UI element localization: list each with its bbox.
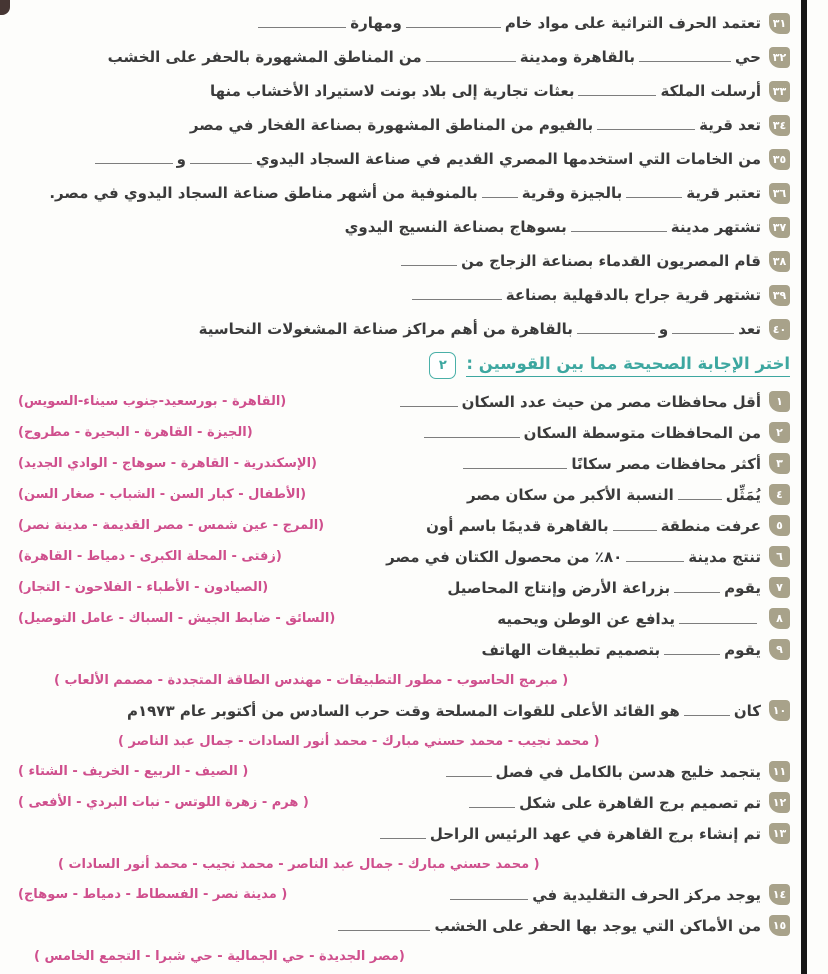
question-number-badge: ٧ (769, 577, 790, 598)
question-number-badge: ٣٤ (769, 115, 790, 136)
question-main (426, 515, 790, 536)
question-text-segment: تعتبر قرية (686, 184, 761, 202)
options-list: ( مبرمج الحاسوب - مطور التطبيقات - مهندس الطاقة المتجددة - مصمم الألعاب ) (54, 672, 569, 688)
question-row (18, 417, 790, 448)
question-row (18, 479, 790, 510)
question-row (18, 176, 790, 210)
options-list: ( محمد حسني مبارك - جمال عبد الناصر - محمد نجيب - محمد أنور السادات ) (58, 856, 540, 872)
question-row (18, 572, 790, 603)
answer-blank (95, 160, 173, 164)
question-row (18, 142, 790, 176)
question-main (459, 453, 790, 474)
question-number-badge: ١١ (769, 761, 790, 782)
question-row (18, 541, 790, 572)
question-number-badge: ١٤ (769, 884, 790, 905)
question-text-segment: يقوم (724, 640, 761, 659)
answer-blank (380, 835, 426, 839)
question-main (465, 792, 790, 813)
question-number-badge: ٦ (769, 546, 790, 567)
question-number-badge: ٣٨ (769, 251, 790, 272)
question-row (18, 6, 790, 40)
answer-blank (401, 262, 457, 266)
question-text-segment: تنتج مدينة (688, 547, 761, 566)
question-number-badge: ٣٦ (769, 183, 790, 204)
question-text-segment: يوجد مركز الحرف التقليدية في (532, 885, 761, 904)
answer-blank (684, 712, 730, 716)
question-main (345, 217, 790, 238)
options-list: (القاهرة - بورسعيد-جنوب سيناء-السويس) (18, 394, 287, 409)
question-row (18, 695, 790, 726)
question-text-segment: من الخامات التي استخدمها المصري القديم في صناعة السجاد اليدوي (255, 150, 761, 168)
question-text (190, 116, 761, 134)
section-header (18, 350, 790, 380)
question-text-segment: ومهارة (350, 14, 402, 32)
question-main (467, 484, 790, 505)
question-text (334, 917, 761, 935)
answer-blank (412, 296, 502, 300)
question-main (446, 884, 790, 905)
question-text-segment: بالقاهرة ومدينة (519, 48, 635, 66)
scan-corner-artifact (0, 0, 10, 15)
question-text (442, 763, 762, 781)
scan-edge-line (801, 0, 807, 974)
answer-blank (597, 126, 695, 130)
answer-blank (571, 228, 667, 232)
question-main (408, 285, 790, 306)
question-row (18, 74, 790, 108)
question-text-segment: بالمنوفية من أشهر مناطق صناعة السجاد اليدوي في مصر. (49, 184, 478, 202)
question-text-segment: و (176, 150, 186, 168)
question-text (108, 48, 761, 66)
question-row (18, 910, 790, 941)
question-text-segment: بسوهاج بصناعة النسيج اليدوي (344, 218, 567, 236)
question-text (254, 14, 761, 32)
question-text-segment: يُمَثِّل (725, 485, 761, 504)
answer-blank (338, 927, 430, 931)
question-text (420, 424, 761, 442)
question-main (386, 546, 790, 567)
question-text (459, 455, 761, 473)
answer-blank (664, 651, 720, 655)
options-list: (المرج - عين شمس - مصر القديمة - مدينة نصر) (18, 518, 325, 533)
question-text (446, 886, 761, 904)
question-row (18, 312, 790, 346)
question-text (467, 486, 761, 504)
question-text-segment: من الأماكن التي يوجد بها الحفر على الخشب (434, 916, 761, 935)
question-main (447, 577, 790, 598)
question-row (18, 756, 790, 787)
question-text (376, 825, 761, 843)
question-text-segment: تعد قرية (699, 116, 761, 134)
question-number-badge: ٣ (769, 453, 790, 474)
question-number-badge: ٣٢ (769, 47, 790, 68)
question-main (396, 391, 790, 412)
options-list: (الأطفال - كبار السن - الشباب - صغار السن) (18, 487, 307, 502)
question-number-badge: ١٠ (769, 700, 790, 721)
question-text-segment: من المناطق المشهورة بالحفر على الخشب (107, 48, 422, 66)
question-text-segment: أكثر محافظات مصر سكانًا (571, 454, 761, 473)
options-list: (زفتى - المحلة الكبرى - دمياط - القاهرة) (18, 549, 282, 564)
answer-blank (613, 527, 657, 531)
question-text (91, 150, 761, 168)
answer-blank (450, 896, 528, 900)
question-main (91, 149, 790, 170)
question-number-badge: ٢ (769, 422, 790, 443)
question-text-segment: كان (733, 701, 761, 720)
answer-blank (482, 194, 518, 198)
question-main (397, 251, 790, 272)
question-text-segment: هو القائد الأعلى للقوات المسلحة وقت حرب السادس من أكتوبر عام ١٩٧٣م (126, 701, 680, 720)
options-list: ( الصيف - الربيع - الخريف - الشتاء ) (18, 764, 249, 779)
question-number-badge: ٣١ (769, 13, 790, 34)
question-text-segment: النسبة الأكبر من سكان مصر (466, 485, 674, 504)
question-main (210, 81, 790, 102)
question-text-segment: من المحافظات متوسطة السكان (523, 423, 761, 442)
question-main (108, 47, 790, 68)
question-row (18, 787, 790, 818)
answer-blank (674, 589, 720, 593)
question-text-segment: بالقاهرة من أهم مراكز صناعة المشغولات النحاسية (198, 320, 573, 338)
question-number-badge: ٤ (769, 484, 790, 505)
question-text-segment: حي (735, 48, 761, 66)
question-number-badge: ٤٠ (769, 319, 790, 340)
question-main (481, 639, 790, 660)
answer-blank (578, 92, 656, 96)
answer-blank (626, 558, 684, 562)
question-text-segment: بالجيزة وقرية (521, 184, 623, 202)
question-text (49, 184, 761, 202)
question-number-badge: ٣٩ (769, 285, 790, 306)
answer-blank (400, 403, 458, 407)
options-list: (السائق - ضابط الجيش - السباك - عامل التوصيل) (18, 611, 336, 626)
question-row (18, 448, 790, 479)
question-text (210, 82, 761, 100)
question-row (18, 879, 790, 910)
question-main (376, 823, 790, 844)
question-text-segment: تشتهر مدينة (670, 218, 761, 236)
page-content (18, 0, 790, 971)
question-number-badge: ٩ (769, 639, 790, 660)
options-list: ( محمد نجيب - محمد حسني مبارك - محمد أنور السادات - جمال عبد الناصر ) (118, 733, 600, 749)
question-number-badge: ٨ (769, 608, 790, 629)
question-row (18, 210, 790, 244)
question-text (447, 579, 761, 597)
question-text-segment: بزراعة الأرض وإنتاج المحاصيل (447, 578, 671, 597)
question-text (386, 548, 761, 566)
question-number-badge: ٥ (769, 515, 790, 536)
answer-blank (258, 24, 346, 28)
options-list: (الإسكندرية - القاهرة - سوهاج - الوادي الجديد) (18, 456, 317, 471)
answer-blank (672, 330, 734, 334)
question-text-segment: بالفيوم من المناطق المشهورة بصناعة الفخار في مصر (189, 116, 594, 134)
question-text-segment: عرفت منطقة (660, 516, 761, 535)
answer-blank (406, 24, 501, 28)
question-main (127, 700, 790, 721)
question-text (345, 218, 761, 236)
question-text-segment: يقوم (724, 578, 761, 597)
question-main (49, 183, 790, 204)
question-main (420, 422, 790, 443)
question-row (18, 510, 790, 541)
options-list: ( مصر الجديدة - حي الجمالية - حي شبرا - التجمع الخامس) (34, 948, 405, 964)
question-number-badge: ٣٧ (769, 217, 790, 238)
question-main (497, 608, 790, 629)
answer-blank (190, 160, 252, 164)
answer-blank (426, 58, 516, 62)
question-text-segment: بعثات تجارية إلى بلاد بونت لاستيراد الأخشاب منها (209, 82, 575, 100)
question-text (408, 286, 761, 304)
question-text (397, 252, 761, 270)
question-text-segment: تعتمد الحرف التراثية على مواد خام (504, 14, 761, 32)
question-row (18, 108, 790, 142)
question-number-badge: ٣٥ (769, 149, 790, 170)
question-text-segment: أرسلت الملكة (660, 82, 761, 100)
answer-blank (463, 465, 567, 469)
question-main (442, 761, 791, 782)
question-text (396, 393, 761, 411)
answer-blank (639, 58, 731, 62)
question-text-segment: يتجمد خليج هدسن بالكامل في فصل (495, 762, 761, 781)
answer-blank (679, 620, 757, 624)
question-text (426, 517, 761, 535)
question-text-segment: يدافع عن الوطن ويحميه (497, 609, 675, 628)
question-number-badge: ١٢ (769, 792, 790, 813)
options-list: ( هرم - زهرة اللوتس - نبات البردي - الأفعى ) (18, 795, 309, 810)
section-title: اختر الإجابة الصحيحة مما بين القوسين : (466, 354, 790, 377)
question-main (334, 915, 790, 936)
options-list: (الجيزة - القاهرة - البحيرة - مطروح) (18, 425, 253, 440)
question-text-segment: بتصميم تطبيقات الهاتف (481, 640, 661, 659)
question-row (18, 278, 790, 312)
fill-question-list (18, 0, 790, 346)
question-number-badge: ١٣ (769, 823, 790, 844)
question-text-segment: تم إنشاء برج القاهرة في عهد الرئيس الراحل (429, 824, 761, 843)
question-row (18, 818, 790, 849)
answer-blank (577, 330, 655, 334)
options-list: (الصيادون - الأطباء - الفلاحون - التجار) (18, 580, 269, 595)
question-text-segment: و (658, 320, 669, 338)
question-text (199, 320, 761, 338)
question-row (18, 603, 790, 634)
answer-blank (446, 773, 492, 777)
question-number-badge: ١٥ (769, 915, 790, 936)
question-text (465, 794, 761, 812)
answer-blank (424, 434, 520, 438)
question-row (18, 386, 790, 417)
question-text (497, 610, 761, 628)
question-row (18, 634, 790, 665)
answer-blank (626, 194, 682, 198)
question-row (18, 244, 790, 278)
question-main (190, 115, 790, 136)
question-text-segment: أقل محافظات مصر من حيث عدد السكان (461, 392, 761, 411)
answer-blank (678, 496, 722, 500)
question-text-segment: تعد (738, 320, 761, 338)
question-main (254, 13, 790, 34)
question-number-badge: ١ (769, 391, 790, 412)
question-text (127, 702, 761, 720)
options-list: ( مدينة نصر - الفسطاط - دمياط - سوهاج) (18, 887, 288, 902)
question-main (199, 319, 790, 340)
question-text-segment: تشتهر قرية جراح بالدقهلية بصناعة (505, 286, 761, 304)
question-row (18, 40, 790, 74)
answer-blank (469, 804, 515, 808)
question-text-segment: ٨٠٪ من محصول الكتان في مصر (386, 547, 623, 566)
section-number-box: ٢ (429, 352, 456, 379)
choice-question-list (18, 386, 790, 971)
question-text-segment: بالقاهرة قديمًا باسم أون (426, 516, 609, 535)
question-text-segment: قام المصريون القدماء بصناعة الزجاج من (461, 252, 761, 270)
question-text-segment: تم تصميم برج القاهرة على شكل (519, 793, 761, 812)
question-text (481, 641, 761, 659)
question-number-badge: ٣٣ (769, 81, 790, 102)
